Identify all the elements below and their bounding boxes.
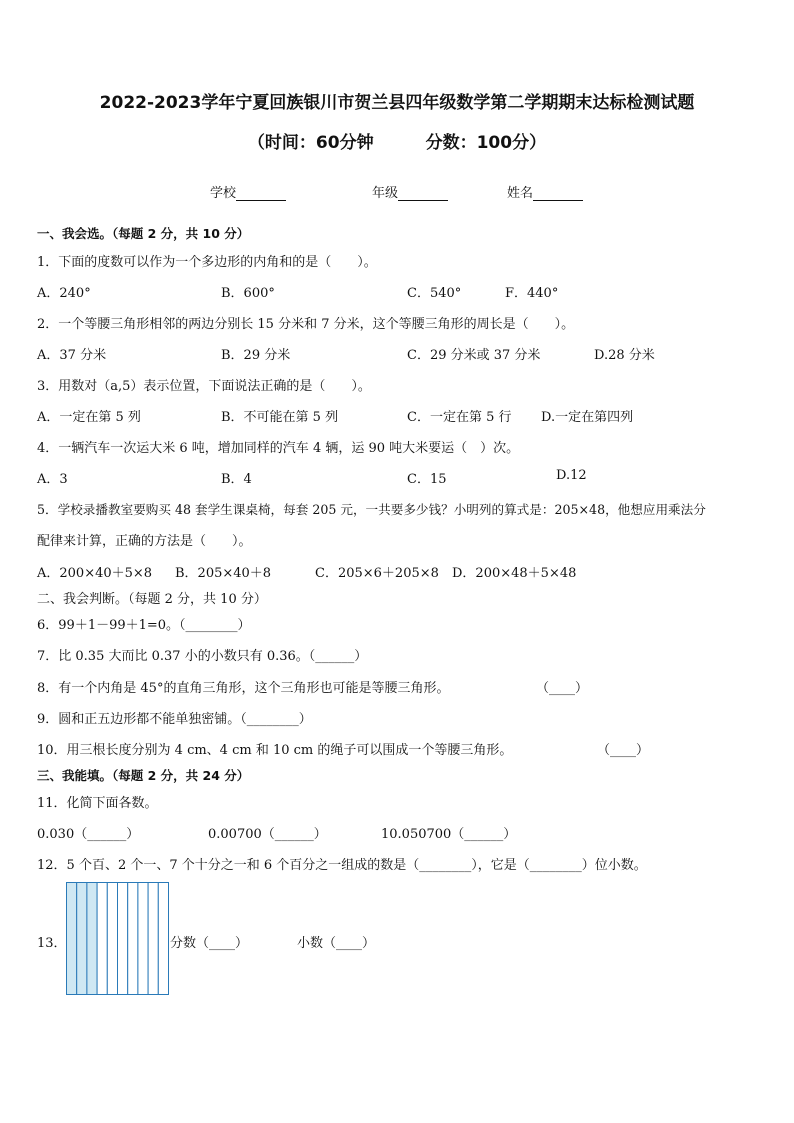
grid-strip <box>118 883 128 995</box>
grade-blank[interactable] <box>398 188 448 201</box>
question-11: 11．化简下面各数。 <box>37 796 158 811</box>
name-blank[interactable] <box>533 188 583 201</box>
q3-option-d[interactable]: D.一定在第四列 <box>541 410 634 425</box>
question-4: 4．一辆汽车一次运大米 6 吨，增加同样的汽车 4 辆，运 90 吨大米要运（ ）次。 <box>37 441 520 456</box>
q5-option-a[interactable]: A．200×40＋5×8 <box>37 566 153 581</box>
name-field <box>507 182 583 201</box>
q4-option-d[interactable]: D.12 <box>556 468 587 483</box>
question-12: 12．5 个百、2 个一、7 个十分之一和 6 个百分之一组成的数是（________），它是（________）位小数。 <box>37 858 647 873</box>
page-title: 2022-2023学年宁夏回族银川市贺兰县四年级数学第二学期期末达标检测试题 <box>99 93 695 113</box>
q4-option-c[interactable]: C．15 <box>407 472 447 487</box>
grid-strip <box>158 883 168 995</box>
school-field <box>210 182 286 201</box>
question-13-number: 13． <box>37 936 67 951</box>
q8-answer-blank[interactable]: （____） <box>536 681 589 696</box>
q1-option-a[interactable]: A．240° <box>37 286 91 301</box>
section3-heading: 三、我能填。（每题 2 分，共 24 分） <box>37 768 250 783</box>
school-label: 学校 <box>210 186 237 201</box>
time-limit: （时间：60分钟 <box>247 133 374 153</box>
q11-item-1[interactable]: 0.030（______） <box>37 827 140 842</box>
q1-option-f[interactable]: F．440° <box>505 286 559 301</box>
question-10: 10．用三根长度分别为 4 cm、4 cm 和 10 cm 的绳子可以围成一个等腰三角形。 <box>37 743 513 758</box>
total-score: 分数：100分） <box>425 133 547 153</box>
q5-option-d[interactable]: D．200×48＋5×48 <box>452 566 577 581</box>
q1-option-c[interactable]: C．540° <box>407 286 462 301</box>
grid-strip <box>138 883 148 995</box>
q13-decimal-blank[interactable]: 小数（____） <box>297 936 376 951</box>
question-7: 7．比 0.35 大而比 0.37 小的小数只有 0.36。（______） <box>37 649 368 664</box>
q13-fraction-blank[interactable]: 分数（____） <box>170 936 249 951</box>
grade-field <box>372 182 448 201</box>
q4-option-a[interactable]: A．3 <box>37 472 68 487</box>
question-9: 9．圆和正五边形都不能单独密铺。（________） <box>37 712 312 727</box>
name-label: 姓名 <box>507 186 534 201</box>
q2-option-d[interactable]: D.28 分米 <box>594 348 655 363</box>
section1-heading: 一、我会选。（每题 2 分，共 10 分） <box>37 226 250 241</box>
q3-option-a[interactable]: A．一定在第 5 列 <box>37 410 141 425</box>
q3-option-c[interactable]: C．一定在第 5 行 <box>407 410 512 425</box>
exam-info <box>0 128 794 153</box>
q2-option-a[interactable]: A．37 分米 <box>37 348 107 363</box>
q2-option-b[interactable]: B．29 分米 <box>221 348 291 363</box>
question-1: 1．下面的度数可以作为一个多边形的内角和的是（ ）。 <box>37 255 377 270</box>
grid-strip <box>148 883 158 995</box>
q4-option-b[interactable]: B．4 <box>221 472 252 487</box>
question-8: 8．有一个内角是 45°的直角三角形，这个三角形也可能是等腰三角形。 <box>37 681 450 696</box>
grid-strip <box>128 883 138 995</box>
q11-item-2[interactable]: 0.00700（______） <box>208 827 327 842</box>
grid-strip <box>97 883 107 995</box>
q10-answer-blank[interactable]: （____） <box>597 743 650 758</box>
question-5-line2: 配律来计算，正确的方法是（ ）。 <box>37 534 252 549</box>
school-blank[interactable] <box>236 188 286 201</box>
q11-item-3[interactable]: 10.050700（______） <box>381 827 517 842</box>
question-3: 3．用数对（a,5）表示位置，下面说法正确的是（ ）。 <box>37 379 371 394</box>
q2-option-c[interactable]: C．29 分米或 37 分米 <box>407 348 541 363</box>
grid-strip-shaded <box>67 883 77 995</box>
question-6: 6．99＋1－99＋1=0。（________） <box>37 618 251 633</box>
section2-heading: 二、我会判断。（每题 2 分，共 10 分） <box>37 592 267 607</box>
grade-label: 年级 <box>372 186 399 201</box>
question-5-line1: 5．学校录播教室要购买 48 套学生课桌椅，每套 205 元，一共要多少钱？小明列的算式是：205×48，他想应用乘法分 <box>37 502 706 517</box>
q13-fraction-grid <box>66 882 169 995</box>
question-2: 2．一个等腰三角形相邻的两边分别长 15 分米和 7 分米，这个等腰三角形的周长是（ ）。 <box>37 317 575 332</box>
grid-strip-shaded <box>87 883 97 995</box>
grid-strip-shaded <box>77 883 87 995</box>
q1-option-b[interactable]: B．600° <box>221 286 275 301</box>
q3-option-b[interactable]: B．不可能在第 5 列 <box>221 410 339 425</box>
q5-option-b[interactable]: B．205×40＋8 <box>175 566 272 581</box>
grid-strip <box>107 883 117 995</box>
q5-option-c[interactable]: C．205×6＋205×8 <box>315 566 439 581</box>
